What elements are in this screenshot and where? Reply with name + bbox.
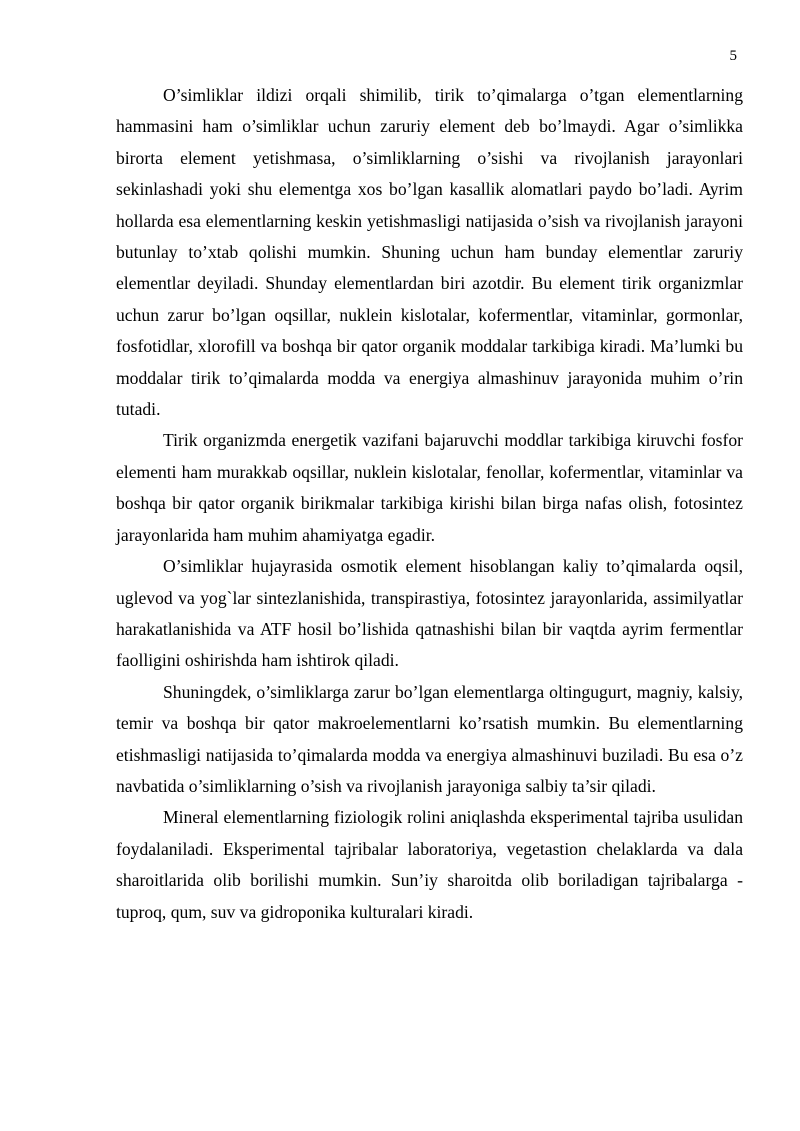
- paragraph-experimental-methods: Mineral elementlarning fiziologik rolini aniqlashda eksperimental tajriba usulidan foydalaniladi. Eksperimental tajribalar laboratoriya, vegetastion chelaklarda va dala sharoitlarida olib borilishi mumkin. Sun’iy sharoitda olib boriladigan tajribalarga - tuproq, qum, suv va gidroponika kulturalari kiradi.: [116, 807, 743, 922]
- paragraph-phosphorus: Tirik organizmda energetik vazifani bajaruvchi moddlar tarkibiga kiruvchi fosfor elementi ham murakkab oqsillar, nuklein kislotalar, fenollar, kofermentlar, vitaminlar va boshqa bir qator organik birikmalar tarkibiga kirishi bilan birga nafas olish, fotosintez jarayonlarida ham muhim ahamiyatga egadir.: [116, 430, 743, 545]
- paragraph-nutrient-elements: O’simliklar ildizi orqali shimilib, tirik to’qimalarga o’tgan elementlarning hammasini ham o’simliklar uchun zaruriy element deb bo’lmaydi. Agar o’simlikka birorta element yetishmasa, o’simliklarning o’sishi va rivojlanish jarayonlari sekinlashadi yoki shu elementga xos bo’lgan kasallik alomatlari paydo bo’ladi. Ayrim hollarda esa elementlarning keskin yetishmasligi natijasida o’sish va rivojlanish jarayoni butunlay to’xtab qolishi mumkin. Shuning uchun ham bunday elementlar zaruriy elementlar deyiladi. Shunday elementlardan biri azotdir. Bu element tirik organizmlar uchun zarur bo’lgan oqsillar, nuklein kislotalar, kofermentlar, vitaminlar, gormonlar, fosfotidlar, xlorofill va boshqa bir qator organik moddalar tarkibiga kiradi. Ma’lumki bu moddalar tirik to’qimalarda modda va energiya almashinuv jarayonida muhim o’rin tutadi.: [116, 85, 743, 420]
- body-text: [116, 80, 743, 928]
- paragraph-potassium: O’simliklar hujayrasida osmotik element hisoblangan kaliy to’qimalarda oqsil, uglevod va yog`lar sintezlanishida, transpirastiya, fotosintez jarayonlarida, assimilyatlar harakatlanishida va ATF hosil bo’lishida qatnashishi bilan bir vaqtda ayrim fermentlar faolligini oshirishda ham ishtirok qiladi.: [116, 556, 743, 671]
- paragraph-macroelements: Shuningdek, o’simliklarga zarur bo’lgan elementlarga oltingugurt, magniy, kalsiy, temir va boshqa bir qator makroelementlarni ko’rsatish mumkin. Bu elementlarning etishmasligi natijasida to’qimalarda modda va energiya almashinuvi buziladi. Bu esa o’z navbatida o’simliklarning o’sish va rivojlanish jarayoniga salbiy ta’sir qiladi.: [116, 681, 743, 796]
- page-number: 5: [729, 48, 737, 64]
